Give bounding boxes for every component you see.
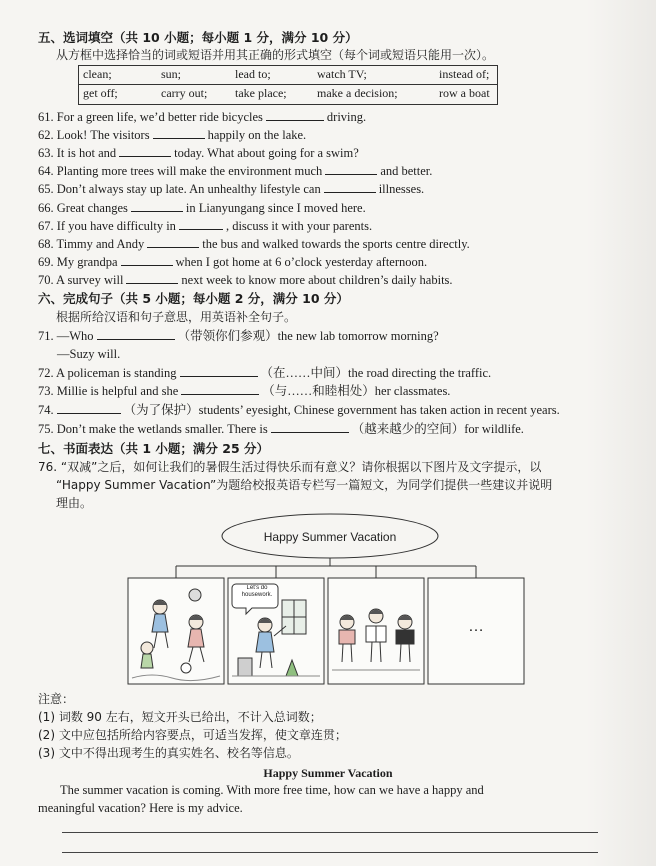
question-70: 70. A survey will next week to know more about children’s daily habits.	[38, 273, 453, 287]
word-option: get off;	[83, 86, 118, 100]
question-71-reply: —Suzy will.	[57, 347, 121, 361]
question-62: 62. Look! The visitors happily on the lake.	[38, 128, 307, 142]
word-option: lead to;	[235, 67, 271, 81]
section6-heading: 六、完成句子（共 5 小题；每小题 2 分，满分 10 分）	[38, 291, 349, 306]
ellipsis-mark: …	[468, 618, 484, 635]
question-61: 61. For a green life, we’d better ride bicycles driving.	[38, 110, 367, 124]
question-75: 75. Don’t make the wetlands smaller. There is （越来越少的空间）for wildlife.	[38, 422, 524, 436]
question-69: 69. My grandpa when I got home at 6 o’clock yesterday afternoon.	[38, 255, 428, 269]
word-option: instead of;	[439, 67, 490, 81]
word-option: watch TV;	[317, 67, 367, 81]
question-71: 71. —Who （带领你们参观）the new lab tomorrow morning?	[38, 329, 439, 343]
writing-prompt-line-2: “Happy Summer Vacation”为题给校报英语专栏写一篇短文，为同学们提供一些建议并说明	[56, 478, 553, 492]
section5-instruction: 从方框中选择恰当的词或短语并用其正确的形式填空（每个词或短语只能用一次）。	[56, 48, 495, 62]
notes-title: 注意：	[38, 692, 75, 706]
answer-writing-line[interactable]	[62, 832, 598, 833]
question-67: 67. If you have difficulty in , discuss it with your parents.	[38, 219, 373, 233]
writing-prompt-line-3: 理由。	[56, 496, 93, 510]
panel-reading	[328, 578, 424, 684]
question-74: 74. （为了保护）students’ eyesight, Chinese government has taken action in recent years.	[38, 403, 560, 417]
note-item: (3) 文中不得出现考生的真实姓名、校名等信息。	[38, 746, 299, 760]
essay-title: Happy Summer Vacation	[263, 766, 393, 780]
question-72: 72. A policeman is standing （在……中间）the road directing the traffic.	[38, 366, 492, 380]
essay-opening-line-1: The summer vacation is coming. With more free time, how can we have a happy and	[60, 783, 484, 797]
essay-opening-line-2: meaningful vacation? Here is my advice.	[38, 801, 243, 815]
note-item: (1) 词数 90 左右，短文开头已给出，不计入总词数；	[38, 710, 322, 724]
question-65: 65. Don’t always stay up late. An unhealthy lifestyle can illnesses.	[38, 182, 425, 196]
writing-prompt-line-1: 76. “双减”之后，如何让我们的暑假生活过得快乐而有意义？请你根据以下图片及文字提示，以	[38, 460, 542, 474]
word-option: sun;	[161, 67, 182, 81]
question-64: 64. Planting more trees will make the environment much and better.	[38, 164, 433, 178]
diagram-title: Happy Summer Vacation	[263, 530, 397, 544]
note-item: (2) 文中应包括所给内容要点，可适当发挥，使文章连贯；	[38, 728, 347, 742]
section5-heading: 五、选词填空（共 10 小题；每小题 1 分，满分 10 分）	[38, 30, 358, 45]
panel-housework	[228, 578, 324, 684]
word-option: clean;	[83, 67, 112, 81]
word-option: carry out;	[161, 86, 208, 100]
word-option: make a decision;	[317, 86, 398, 100]
question-68: 68. Timmy and Andy the bus and walked towards the sports centre directly.	[38, 237, 470, 251]
answer-writing-line[interactable]	[62, 852, 598, 853]
section6-instruction: 根据所给汉语和句子意思，用英语补全句子。	[56, 310, 297, 324]
word-option: row a boat	[439, 86, 490, 100]
question-63: 63. It is hot and today. What about going for a swim?	[38, 146, 359, 160]
speech-bubble-text: Let’s do housework.	[241, 585, 273, 598]
word-option: take place;	[235, 86, 287, 100]
question-73: 73. Millie is helpful and she （与……和睦相处）her classmates.	[38, 384, 451, 398]
panel-outdoor-play	[128, 578, 224, 684]
section7-heading: 七、书面表达（共 1 小题；满分 25 分）	[38, 441, 270, 456]
question-66: 66. Great changes in Lianyungang since I moved here.	[38, 201, 366, 215]
panel-more	[428, 578, 524, 684]
diagram-connectors	[176, 558, 476, 578]
